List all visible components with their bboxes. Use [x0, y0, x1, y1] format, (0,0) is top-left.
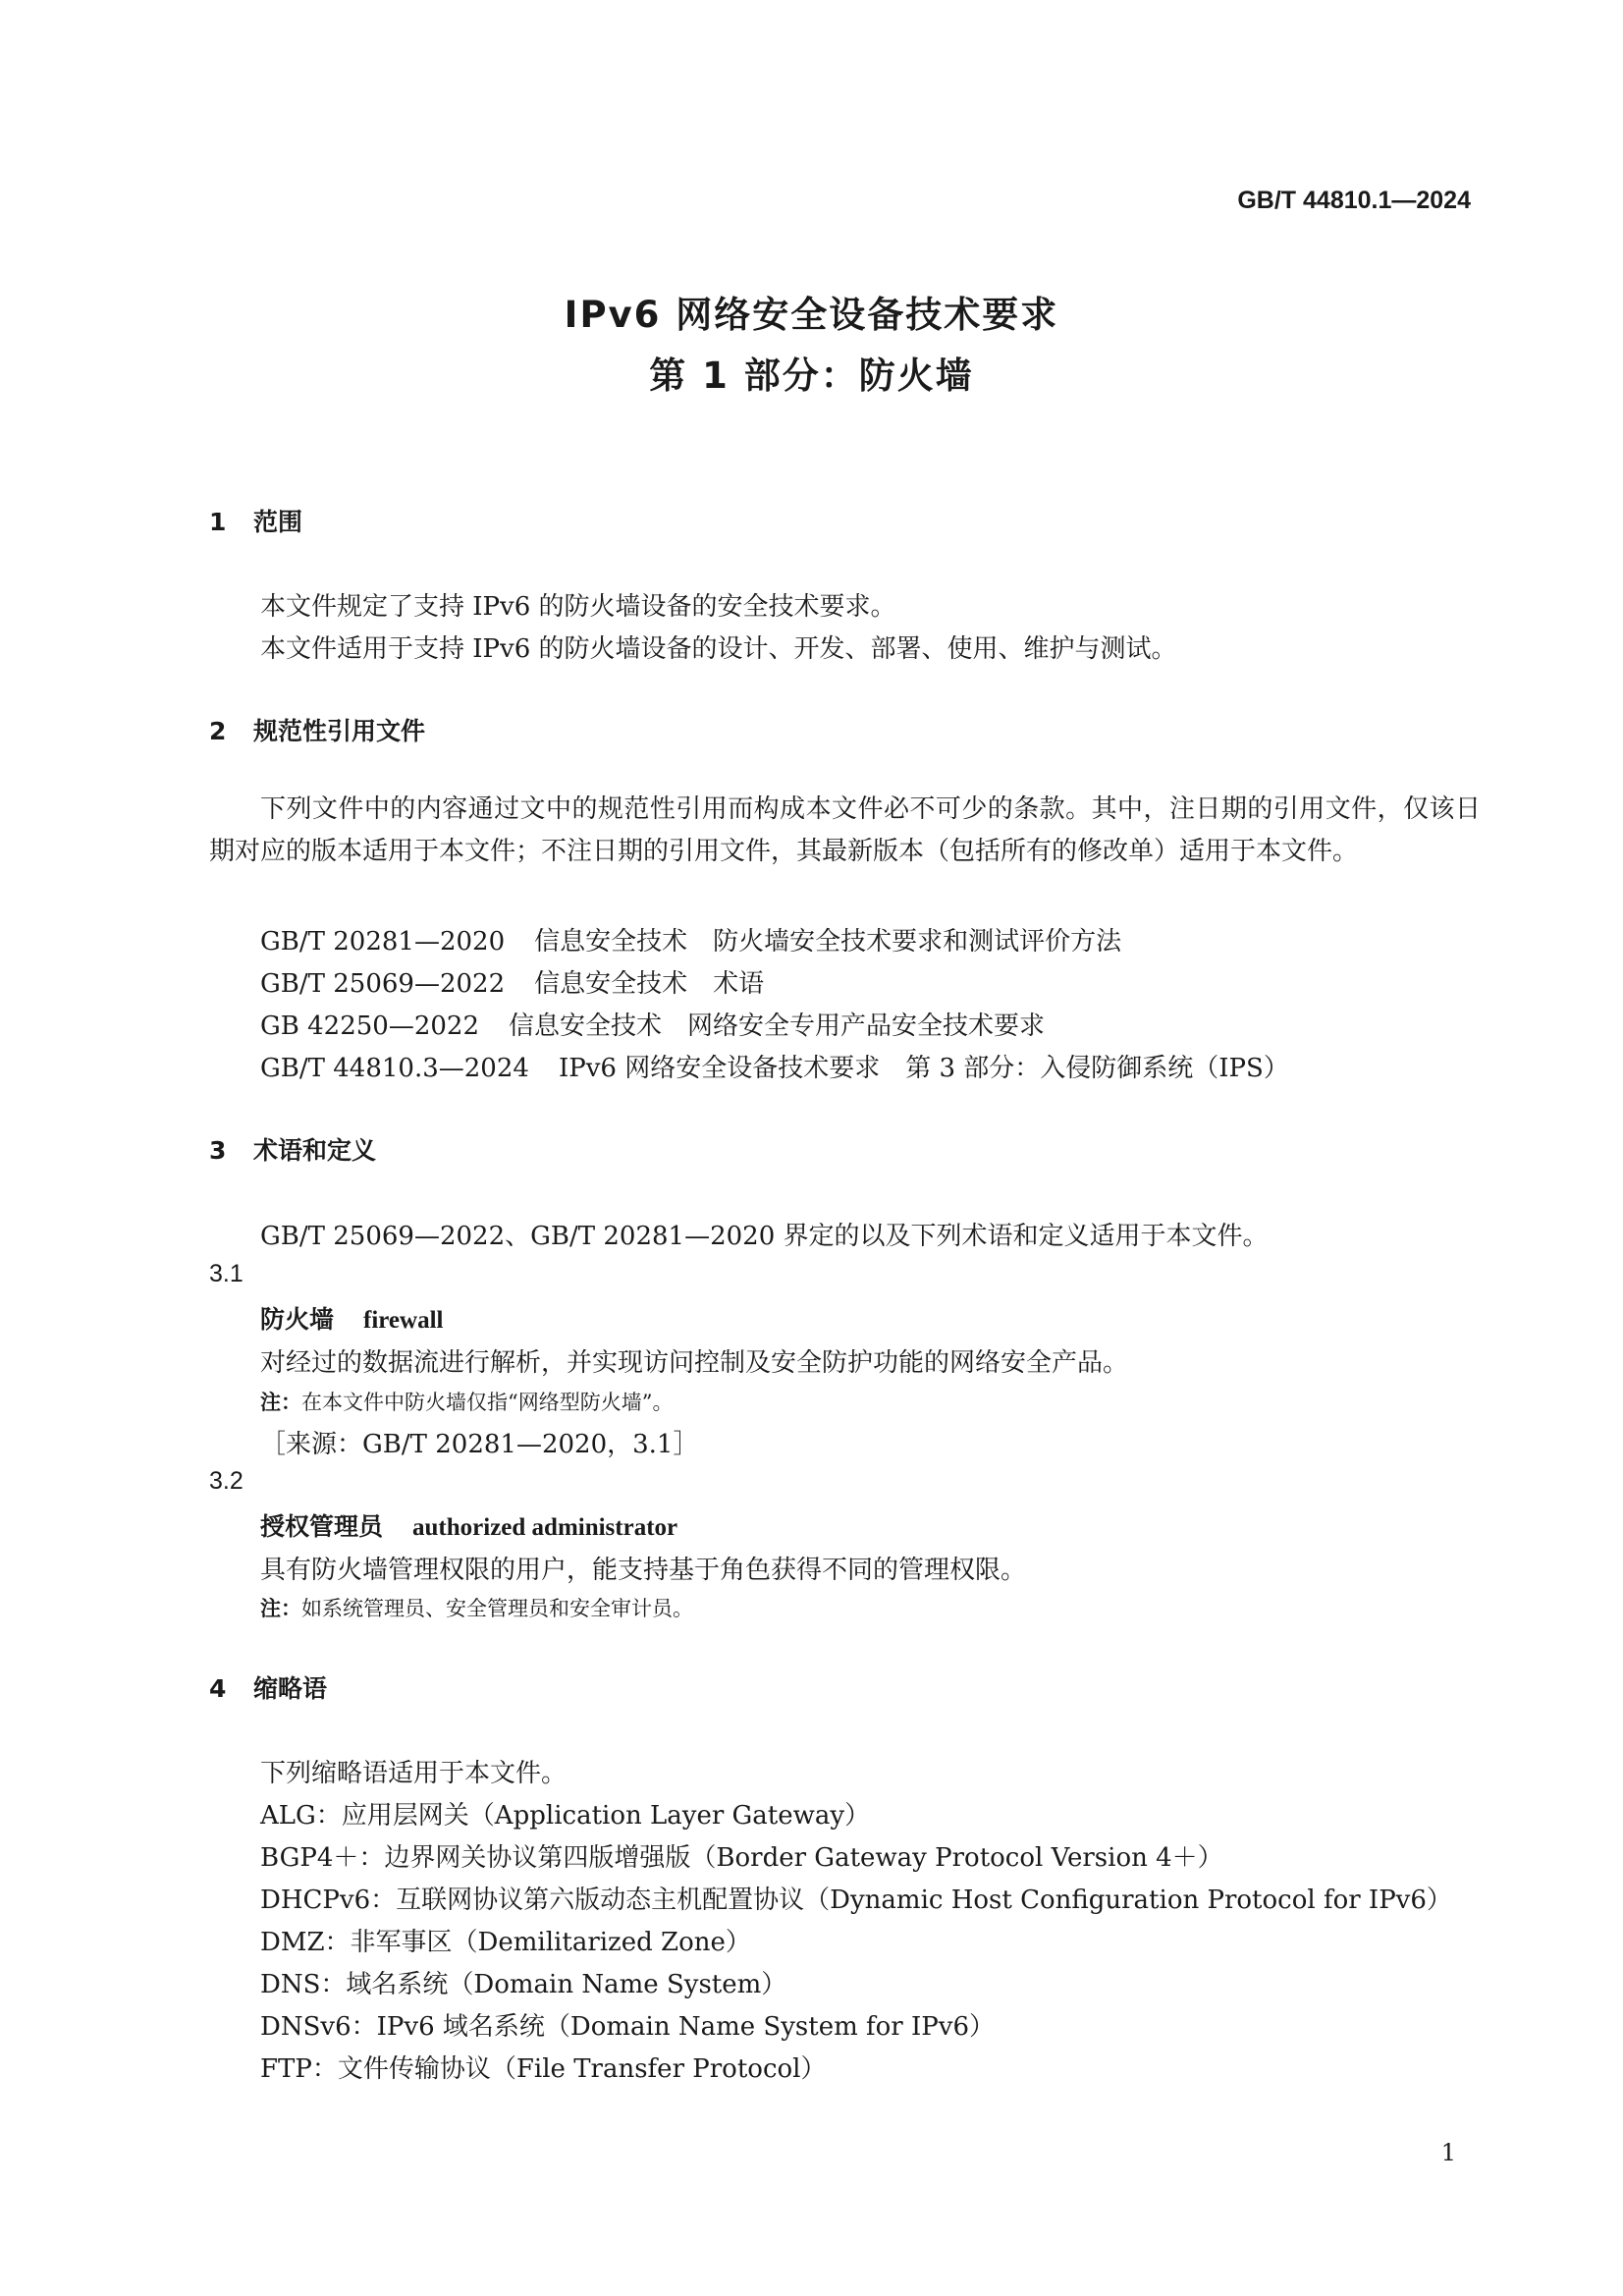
abbreviation-item: ALG：应用层网关（Application Layer Gateway）	[260, 1801, 871, 1831]
abbreviation-item: DNS：域名系统（Domain Name System）	[260, 1970, 787, 1999]
document-title-line2: 第 1 部分：防火墙	[649, 355, 974, 397]
term-en: authorized administrator	[412, 1514, 678, 1541]
section-1-heading	[209, 503, 302, 538]
reference-code: GB/T 44810.3—2024	[260, 1054, 529, 1083]
reference-title: 信息安全技术 防火墙安全技术要求和测试评价方法	[534, 927, 1122, 957]
section-2-heading	[209, 712, 425, 747]
document-title-line1: IPv6 网络安全设备技术要求	[564, 294, 1059, 336]
reference-item	[260, 1048, 1289, 1084]
reference-code: GB/T 20281—2020	[260, 927, 506, 957]
abbreviation-item: FTP：文件传输协议（File Transfer Protocol）	[260, 2054, 827, 2084]
reference-title: IPv6 网络安全设备技术要求 第 3 部分：入侵防御系统（IPS）	[558, 1054, 1289, 1083]
reference-item	[260, 1006, 1045, 1042]
abbreviations-intro: 下列缩略语适用于本文件。	[260, 1759, 568, 1788]
abbreviation-item: BGP4＋：边界网关协议第四版增强版（Border Gateway Protocol Version 4＋）	[260, 1843, 1223, 1873]
section-title: 术语和定义	[253, 1136, 377, 1165]
standard-number: GB/T 44810.1—2024	[1237, 187, 1471, 214]
note-text: 如系统管理员、安全管理员和安全审计员。	[301, 1597, 693, 1620]
section-number: 2	[209, 717, 227, 745]
term-zh: 防火墙	[260, 1305, 335, 1334]
section-4-heading	[209, 1669, 327, 1705]
section-title: 范围	[253, 508, 303, 536]
term-definition: 对经过的数据流进行解析，并实现访问控制及安全防护功能的网络安全产品。	[260, 1348, 1129, 1378]
abbreviation-item: DHCPv6：互联网协议第六版动态主机配置协议（Dynamic Host Configuration Protocol for IPv6）	[260, 1886, 1452, 1915]
reference-item	[260, 963, 764, 1000]
reference-title: 信息安全技术 网络安全专用产品安全技术要求	[509, 1011, 1046, 1041]
reference-item	[260, 921, 1121, 957]
term-entry	[260, 1507, 677, 1543]
term-number: 3.2	[209, 1467, 243, 1495]
term-note	[260, 1593, 693, 1622]
section-3-heading	[209, 1131, 376, 1167]
note-label: 注：	[260, 1597, 301, 1620]
reference-code: GB 42250—2022	[260, 1011, 480, 1041]
normative-references-intro: 下列文件中的内容通过文中的规范性引用而构成本文件必不可少的条款。其中，注日期的引用文件，仅该日期对应的版本适用于本文件；不注日期的引用文件，其最新版本（包括所有的修改单）适用于本文件。	[209, 794, 1481, 866]
reference-title: 信息安全技术 术语	[534, 969, 765, 999]
note-text: 在本文件中防火墙仅指“网络型防火墙”。	[301, 1391, 674, 1414]
section-title: 缩略语	[253, 1674, 328, 1703]
term-source: ［来源：GB/T 20281—2020，3.1］	[260, 1430, 699, 1459]
term-entry	[260, 1300, 443, 1336]
section-number: 4	[209, 1674, 227, 1703]
section-number: 1	[209, 508, 227, 536]
term-definition: 具有防火墙管理权限的用户，能支持基于角色获得不同的管理权限。	[260, 1556, 1027, 1585]
section-title: 规范性引用文件	[253, 717, 426, 745]
note-label: 注：	[260, 1391, 301, 1414]
term-zh: 授权管理员	[260, 1512, 384, 1541]
reference-code: GB/T 25069—2022	[260, 969, 506, 999]
abbreviation-item: DMZ：非军事区（Demilitarized Zone）	[260, 1928, 751, 1957]
abbreviation-item: DNSv6：IPv6 域名系统（Domain Name System for IPv6）	[260, 2012, 995, 2042]
scope-line-2: 本文件适用于支持 IPv6 的防火墙设备的设计、开发、部署、使用、维护与测试。	[260, 634, 1177, 664]
terms-intro: GB/T 25069—2022、GB/T 20281—2020 界定的以及下列术语和定义适用于本文件。	[260, 1222, 1269, 1251]
section-number: 3	[209, 1136, 227, 1165]
page-number: 1	[1440, 2139, 1456, 2166]
scope-line-1: 本文件规定了支持 IPv6 的防火墙设备的安全技术要求。	[260, 592, 896, 622]
term-number: 3.1	[209, 1260, 243, 1287]
term-note	[260, 1387, 673, 1416]
term-en: firewall	[363, 1307, 444, 1334]
